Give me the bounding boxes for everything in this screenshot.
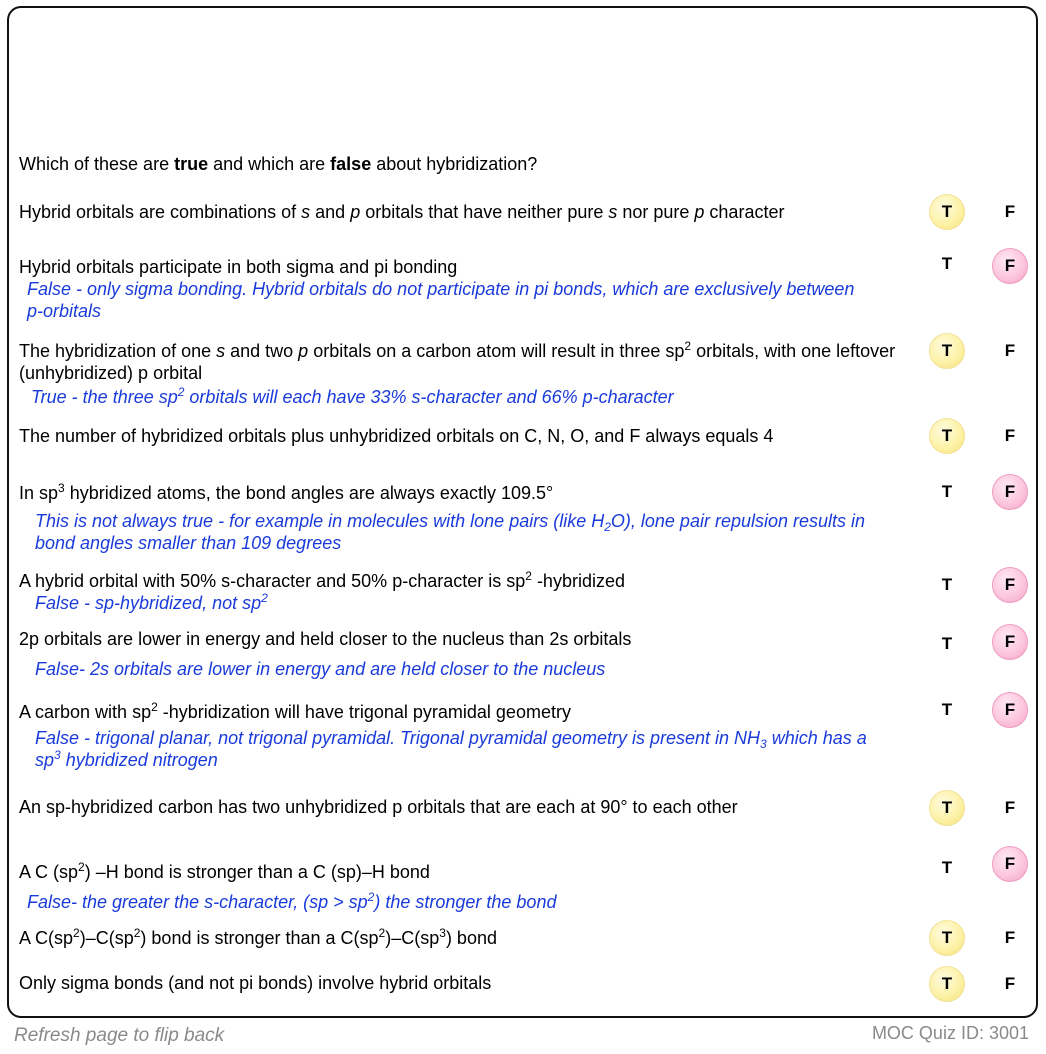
- question-3-true-option[interactable]: T: [929, 333, 965, 369]
- quiz-id: MOC Quiz ID: 3001: [871, 1023, 1029, 1043]
- question-7: [19, 628, 924, 680]
- question-7-false-option[interactable]: F: [992, 624, 1028, 660]
- question-11-statement: A $C(sp^2)-C(sp^2)$ bond is stronger than a $C(sp^2)-C(sp^3)$ bond: [19, 926, 497, 948]
- question-10-statement: A C $(sp^2)$ –H bond is stronger than a C (sp)–H bond: [19, 860, 430, 882]
- question-12: [19, 972, 924, 994]
- question-10-false-option[interactable]: F: [992, 846, 1028, 882]
- question-6-false-option[interactable]: F: [992, 567, 1028, 603]
- question-5-statement: In $sp^3$ hybridized atoms, the bond angles are always exactly 109.5°: [19, 481, 554, 503]
- question-1: [19, 201, 924, 223]
- question-8-false-option[interactable]: F: [992, 692, 1028, 728]
- question-7-true-option[interactable]: T: [941, 634, 953, 653]
- question-10-explanation: False- the greater the s-character, $(sp > sp^2)$ the stronger the bond: [27, 890, 557, 912]
- question-11-false-option[interactable]: F: [1004, 928, 1016, 947]
- question-5-true-option[interactable]: T: [941, 482, 953, 501]
- question-2-statement: Hybrid orbitals participate in both sigma and pi bonding: [19, 257, 458, 277]
- question-9: [19, 796, 924, 818]
- question-12-false-option[interactable]: F: [1004, 974, 1016, 993]
- question-2: [19, 256, 924, 322]
- question-8: [19, 701, 924, 771]
- question-1-statement: Hybrid orbitals are combinations of s and p orbitals that have neither pure s nor pure p character: [19, 202, 785, 222]
- question-10-true-option[interactable]: T: [941, 858, 953, 877]
- question-4-true-option[interactable]: T: [929, 418, 965, 454]
- question-3-explanation: True - the three $sp^2$ orbitals will each have 33% s-character and 66% p-character: [31, 385, 674, 407]
- question-11-true-option[interactable]: T: [929, 920, 965, 956]
- question-1-false-option[interactable]: F: [1004, 202, 1016, 221]
- question-11: [19, 927, 924, 949]
- question-10: [19, 861, 924, 913]
- question-3: [19, 340, 954, 408]
- quiz-prompt: Which of these are true and which are false about hybridization?: [19, 154, 538, 174]
- question-4: [19, 425, 924, 447]
- question-7-statement: 2p orbitals are lower in energy and held closer to the nucleus than 2s orbitals: [19, 629, 632, 649]
- question-4-false-option[interactable]: F: [1004, 426, 1016, 445]
- question-2-false-option[interactable]: F: [992, 248, 1028, 284]
- question-12-statement: Only sigma bonds (and not pi bonds) involve hybrid orbitals: [19, 973, 492, 993]
- refresh-hint: Refresh page to flip back: [14, 1025, 225, 1046]
- question-9-false-option[interactable]: F: [1004, 798, 1016, 817]
- question-8-explanation: False - trigonal planar, not trigonal pyramidal. Trigonal pyramidal geometry is present in $NH_3$ which has a $sp^3$ hybridized nitrogen: [35, 728, 867, 770]
- question-6: [19, 570, 924, 614]
- question-6-explanation: False - sp-hybridized, not $sp^2$: [35, 591, 268, 613]
- question-8-true-option[interactable]: T: [941, 700, 953, 719]
- question-7-explanation: False- 2s orbitals are lower in energy and are held closer to the nucleus: [35, 659, 606, 679]
- question-8-statement: A carbon with $sp^2$ -hybridization will have trigonal pyramidal geometry: [19, 700, 571, 722]
- question-5-false-option[interactable]: F: [992, 474, 1028, 510]
- question-3-false-option[interactable]: F: [1004, 341, 1016, 360]
- question-1-true-option[interactable]: T: [929, 194, 965, 230]
- question-6-true-option[interactable]: T: [941, 575, 953, 594]
- question-12-true-option[interactable]: T: [929, 966, 965, 1002]
- question-9-statement: An sp-hybridized carbon has two unhybridized p orbitals that are each at 90° to each other: [19, 797, 738, 817]
- question-2-true-option[interactable]: T: [941, 254, 953, 273]
- question-3-statement: The hybridization of one s and two p orbitals on a carbon atom will result in three $sp^2$ orbitals, with one leftover (unhybridized) p orbital: [19, 339, 896, 383]
- question-4-statement: The number of hybridized orbitals plus unhybridized orbitals on C, N, O, and F always equals 4: [19, 426, 774, 446]
- question-5: [19, 482, 924, 554]
- question-6-statement: A hybrid orbital with 50% s-character and 50% p-character is $sp^2$ -hybridized: [19, 569, 625, 591]
- question-9-true-option[interactable]: T: [929, 790, 965, 826]
- question-2-explanation: False - only sigma bonding. Hybrid orbitals do not participate in pi bonds, which are exclusively between p-orbitals: [27, 279, 855, 321]
- question-5-explanation: This is not always true - for example in molecules with lone pairs (like $H_2O$), lone pair repulsion results in bond angles smaller than 109 degrees: [35, 511, 866, 553]
